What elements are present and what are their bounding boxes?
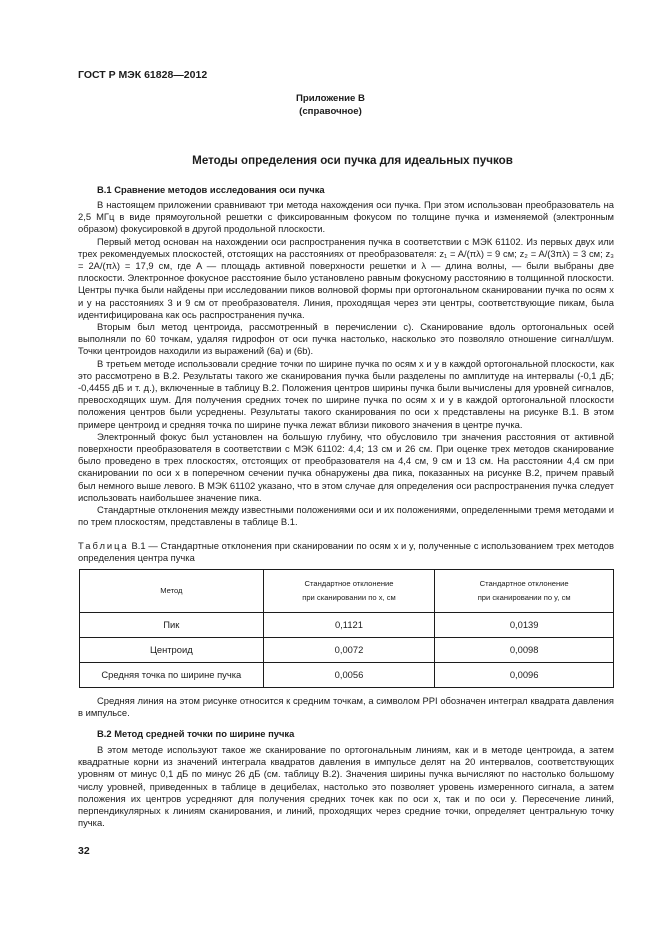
header-y-deviation	[435, 570, 614, 613]
main-title: Методы определения оси пучка для идеальных пучков	[192, 154, 513, 167]
deviation-table	[79, 569, 614, 688]
after-table-text	[78, 695, 614, 719]
paragraph: Средняя линия на этом рисунке относится к средним точкам, а символом PPI обозначен интеграл квадрата давления в импульсе.	[78, 695, 614, 719]
paragraph: В настоящем приложении сравнивают три метода нахождения оси пучка. При этом использован преобразователь на 2,5 МГц в виде прямоугольной решетки с фиксированным фокусом по толщине пучка и изменяемой (электронным образом) фокусировкой в другой продольной плоскости.	[78, 199, 614, 235]
paragraph: Электронный фокус был установлен на большую глубину, что обусловило три значения расстояния от активной поверхности преобразователя в соответствии с МЭК 61102: 4,4; 13 см и 26 см. При оценке трех методов сканирование было проведено в трех плоскостях, отстоящих от преобразователя на 4,4 см, 9 см и 13 см. На расстоянии 4,4 см при сканировании по оси x в поперечном сечении пучка обнаружены два пика, показанных на рисунке В.2, причем правый был немного выше левого. В МЭК 61102 указано, что в этом случае для определения оси распространения пучка следует использовать наибольшее значение пика.	[78, 430, 614, 503]
cell-method: Средняя точка по ширине пучка	[80, 663, 264, 688]
cell-method: Центроид	[80, 638, 264, 663]
section-b2-heading: В.2 Метод средней точки по ширине пучка	[97, 728, 295, 739]
paragraph: Первый метод основан на нахождении оси распространения пучка в соответствии с МЭК 61102. Из первых двух или трех рекомендуемых плоскостей, отстоящих на расстояниях от преобразователя: z₁ = A/(πλ) = 9 см; z₂ = A/(3πλ) = 3 см; z₃ = 2A/(πλ) = 17,9 см, где A — площадь активной поверхности решетки и λ — длина волны, — были выбраны две плоскости. Электронное фокусное расстояние было установлено равным фокусному расстоянию в толщинной плоскости. Центры пучка были найдены при исследовании пиков волновой формы при ортогональном сканировании пучка по осям x и y на расстояниях 3 и 9 см от преобразователя. Линия, проходящая через эти центры, соответствующие пикам, была идентифицирована как ось распространения пучка.	[78, 235, 614, 320]
paragraph: Вторым был метод центроида, рассмотренный в перечислении с). Сканирование вдоль ортогональных осей выполняли по 60 точкам, удаляя гидрофон от оси пучка настолько, насколько это позволяло отношение сигнал/шум. Точки центроидов находили из выражений (6а) и (6b).	[78, 321, 614, 357]
cell-method: Пик	[80, 613, 264, 638]
table-row	[80, 613, 614, 638]
section-b1-heading: В.1 Сравнение методов исследования оси пучка	[97, 184, 325, 195]
header-method: Метод	[80, 570, 264, 613]
annex-note: (справочное)	[299, 105, 362, 117]
table-caption-text: В.1 — Стандартные отклонения при сканировании по осям x и y, полученные с использованием трех методов определения центра пучка	[78, 540, 614, 564]
annex-heading	[0, 93, 661, 118]
cell-x: 0,0056	[263, 663, 435, 688]
header-x-line1: Стандартное отклонение	[304, 579, 394, 588]
header-y-line2: при сканировании по y, см	[477, 593, 571, 602]
cell-y: 0,0139	[435, 613, 614, 638]
table-header-row	[80, 570, 614, 613]
cell-y: 0,0098	[435, 638, 614, 663]
page-number: 32	[78, 845, 90, 857]
paragraph: В этом методе используют такое же сканирование по ортогональным линиям, как и в методе центроида, а затем квадратные корни из значений интеграла квадратов давления в импульсе делят на 20 интервалов, соответствующих уровням от минус 0,1 дБ по минус 26 дБ (см. таблицу В.2). Значения ширины пучка вычисляют по настолько большому числу уровней, приведенных в таблице в децибелах, настолько это позволяет уровень измеренного сигнала, а затем положения их центров усредняют для получения средних точек как по оси x, так и по оси y. Пересечение линий, перпендикулярных к линиям сканирования, и линий, проходящих через средние точки, определяет центральную точку пучка.	[78, 744, 614, 829]
annex-title: Приложение B	[296, 93, 365, 104]
paragraph: Стандартные отклонения между известными положениями оси и их положениями, определенными тремя методами и по трем плоскостям, представлены в таблице В.1.	[78, 504, 614, 528]
header-y-line1: Стандартное отклонение	[479, 579, 569, 588]
table-row	[80, 638, 614, 663]
table-caption	[78, 540, 614, 564]
table-caption-label: Таблица	[78, 540, 129, 551]
cell-x: 0,1121	[263, 613, 435, 638]
cell-x: 0,0072	[263, 638, 435, 663]
paragraph: В третьем методе использовали средние точки по ширине пучка по осям x и y в каждой ортогональной плоскости, как это рассмотрено в В.2. Результаты такого же сканирования пучка были разделены по амплитуде на интервалы (-0,1 дБ; -0,4455 дБ и т. д.), включенные в таблицу В.2. Положения центров ширины пучка были вычислены для уровней сигналов, превосходящих шум. Для получения средних точек по ширине пучка по осям x и y в каждой ортогональной плоскости положения центров были усреднены. Результаты такого сканирования по оси x представлены на рисунке В.1. В этом примере центроид и средняя точка по ширине пучка лежат вблизи пикового значения в центре пучка.	[78, 357, 614, 430]
section-b2-body	[78, 744, 614, 829]
header-x-line2: при сканировании по x, см	[302, 593, 396, 602]
section-b1-body	[78, 199, 614, 528]
table-row	[80, 663, 614, 688]
cell-y: 0,0096	[435, 663, 614, 688]
standard-header: ГОСТ Р МЭК 61828—2012	[78, 69, 208, 81]
header-x-deviation	[263, 570, 435, 613]
